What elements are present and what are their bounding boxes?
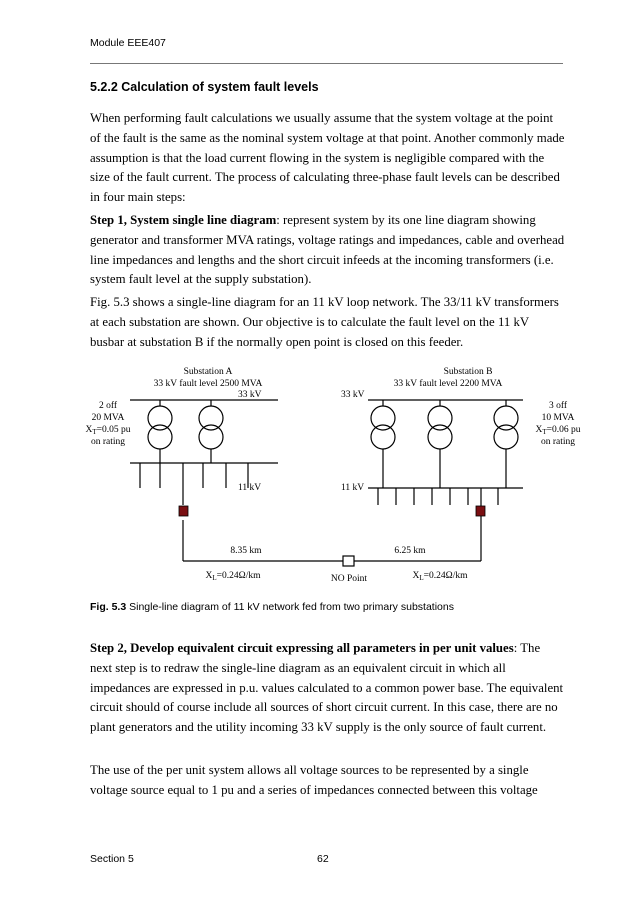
figure-caption-text: Single-line diagram of 11 kV network fed from two primary substations xyxy=(126,601,454,613)
subA-feeder-breaker xyxy=(179,506,188,516)
subA-transformer-2-lv-winding xyxy=(199,425,223,449)
paragraph-per-unit: The use of the per unit system allows all voltage sources to be represented by a single voltage source equal to 1 pu and a series of impedances connected between this voltage xyxy=(90,763,538,797)
no-point-label: NO Point xyxy=(330,574,368,584)
footer-page-number: 62 xyxy=(317,853,329,865)
step2-text: : The next step is to redraw the single-line diagram as an equivalent circuit in which all impedances are expressed in p.u. values calculated to a common power base. The equivalent circuit should of course include all sources of short circuit current. In this case, there are no plant generators and the utility incoming 33 kV supply is the only source of fault current. xyxy=(90,641,564,735)
figure-caption xyxy=(90,601,454,613)
subB-transformer-1-hv-winding xyxy=(371,406,395,430)
paragraph-step1 xyxy=(90,211,565,290)
subB-fault-level: 33 kV fault level 2200 MVA xyxy=(393,379,503,389)
cable-right-reactance: $X_L=0.24\Omega/km$ xyxy=(412,571,468,582)
subB-tx-count: 3 off xyxy=(548,401,568,411)
subA-transformer-1-hv-winding xyxy=(148,406,172,430)
subA-tx-rating: 20 MVA xyxy=(91,413,125,423)
subB-hv-label: 33 kV xyxy=(341,390,365,400)
subA-title: Substation A xyxy=(183,367,233,377)
footer-section: Section 5 xyxy=(90,853,134,865)
subB-transformer-3-lv-winding xyxy=(494,425,518,449)
cable-left-length: 8.35 km xyxy=(230,546,262,556)
subB-transformer-2-lv-winding xyxy=(428,425,452,449)
step2-heading: Step 2, Develop equivalent circuit expressing all parameters in per unit values xyxy=(90,641,514,655)
paragraph-intro: When performing fault calculations we usually assume that the system voltage at the point of the fault is the same as the nominal system voltage at that point. Another commonly made assumption is that the load current flowing in the system is negligible compared with the size of the fault current. The process of calculating three-phase fault levels can be described in four main steps: xyxy=(90,111,565,205)
header-rule xyxy=(90,63,563,64)
subB-tx-basis: on rating xyxy=(540,437,576,447)
subA-transformer-1-lv-winding xyxy=(148,425,172,449)
subA-fault-level: 33 kV fault level 2500 MVA xyxy=(153,379,263,389)
module-header: Module EEE407 xyxy=(90,37,166,49)
figure-label: Fig. 5.3 xyxy=(90,601,127,613)
subA-transformer-2-hv-winding xyxy=(199,406,223,430)
step1-heading: Step 1, System single line diagram xyxy=(90,213,277,227)
subA-tx-basis: on rating xyxy=(90,437,126,447)
section-heading: 5.2.2 Calculation of system fault levels xyxy=(90,80,319,94)
paragraph-fig-intro: Fig. 5.3 shows a single-line diagram for an 11 kV loop network. The 33/11 kV transformers at each substation are shown. Our objective is to calculate the fault level on the 11 kV busbar at substation B if the normally open point is closed on this feeder. xyxy=(90,295,559,349)
subB-transformer-1-lv-winding xyxy=(371,425,395,449)
subB-feeder-breaker xyxy=(476,506,485,516)
subB-transformer-3-hv-winding xyxy=(494,406,518,430)
step1-text: : represent system by its one line diagram showing generator and transformer MVA ratings, voltage ratings and impedances, cable and overhead line impedances and lengths and the short circuit infeeds at the incoming transformers (i.e. system fault level at the supply substation). xyxy=(90,213,565,287)
cable-left-reactance: $X_L=0.24\Omega/km$ xyxy=(205,571,261,582)
normally-open-point xyxy=(343,556,354,566)
subB-title: Substation B xyxy=(443,367,493,377)
single-line-diagram xyxy=(78,360,588,590)
cable-right-length: 6.25 km xyxy=(394,546,426,556)
subA-hv-label: 33 kV xyxy=(238,390,262,400)
paragraph-step2 xyxy=(90,639,565,738)
subA-tx-reactance: $X_T=0.05$ pu xyxy=(85,425,131,436)
subA-lv-label: 11 kV xyxy=(238,483,262,493)
subA-tx-count: 2 off xyxy=(98,401,118,411)
subB-tx-reactance: $X_T=0.06$ pu xyxy=(535,425,581,436)
subB-transformer-2-hv-winding xyxy=(428,406,452,430)
subB-lv-label: 11 kV xyxy=(341,483,365,493)
subB-tx-rating: 10 MVA xyxy=(541,413,575,423)
